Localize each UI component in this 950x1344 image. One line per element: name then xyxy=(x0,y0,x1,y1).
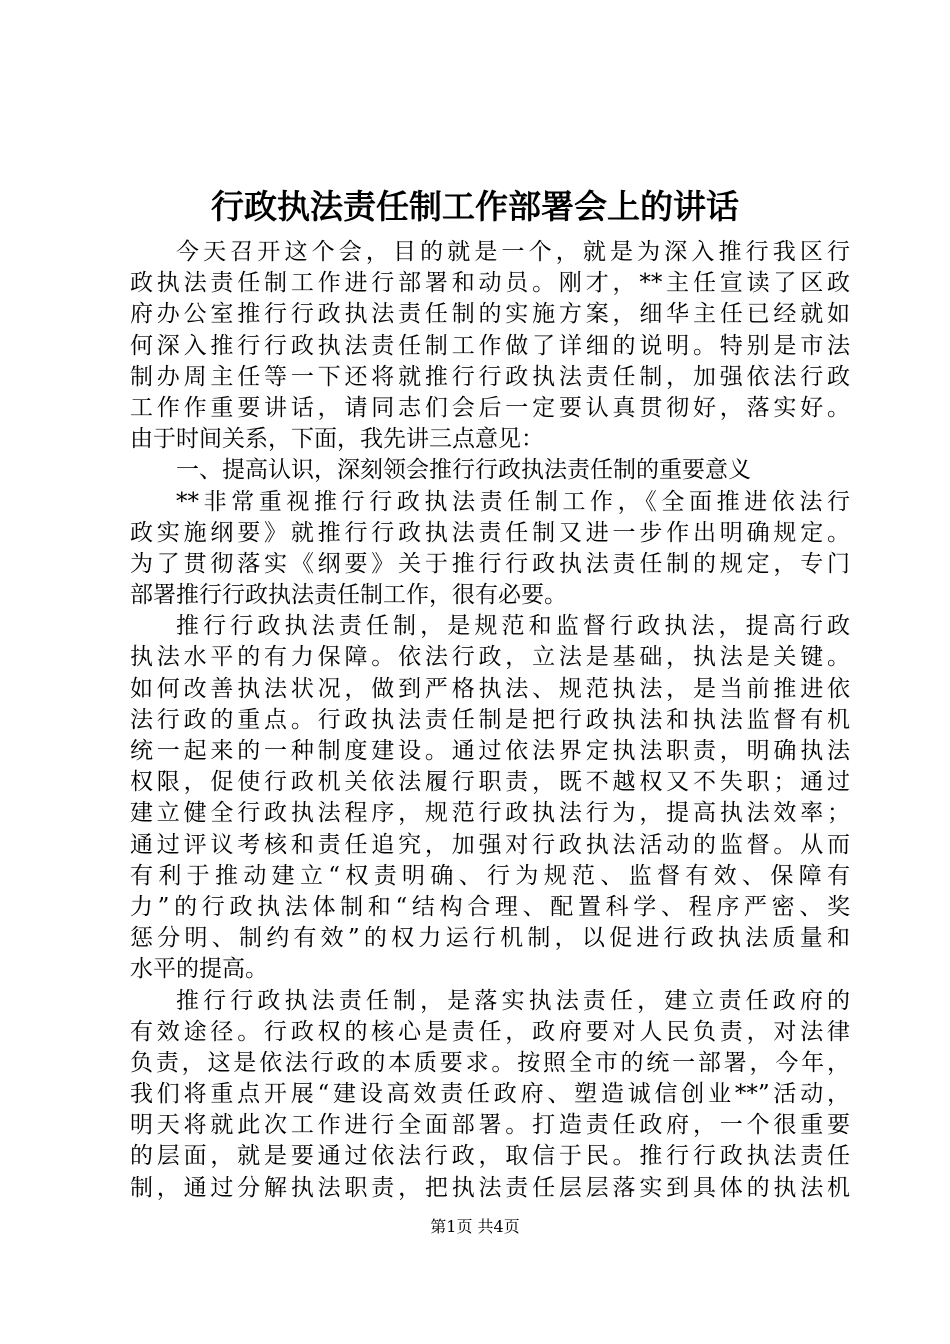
body-text-line: 负责，这是依法行政的本质要求。按照全市的统一部署，今年， xyxy=(130,1049,850,1076)
body-text-line: 政执法责任制工作进行部署和动员。刚才，**主任宣读了区政 xyxy=(130,270,850,297)
body-text-line: 今天召开这个会，目的就是一个，就是为深入推行我区行 xyxy=(176,239,850,265)
body-text-line: 由于时间关系，下面，我先讲三点意见： xyxy=(130,426,544,453)
body-text-line: 法行政的重点。行政执法责任制是把行政执法和执法监督有机 xyxy=(130,706,850,733)
body-text-line: 如何改善执法状况，做到严格执法、规范执法，是当前推进依 xyxy=(130,675,850,702)
body-text-line: 我们将重点开展“建设高效责任政府、塑造诚信创业**”活动， xyxy=(130,1081,850,1108)
body-text-line: 力”的行政执法体制和“结构合理、配置科学、程序严密、奖 xyxy=(130,893,850,920)
body-text-line: 工作作重要讲话，请同志们会后一定要认真贯彻好，落实好。 xyxy=(130,394,850,421)
body-text-line: 制办周主任等一下还将就推行行政执法责任制，加强依法行政 xyxy=(130,363,850,390)
body-text-line: 建立健全行政执法程序，规范行政执法行为，提高执法效率； xyxy=(130,800,850,827)
body-text-line: 统一起来的一种制度建设。通过依法界定执法职责，明确执法 xyxy=(130,738,850,764)
body-text-line: 有利于推动建立“权责明确、行为规范、监督有效、保障有 xyxy=(130,862,850,889)
body-text-line: 明天将就此次工作进行全面部署。打造责任政府，一个很重要 xyxy=(130,1112,850,1139)
body-text-line: 府办公室推行行政执法责任制的实施方案，细华主任已经就如 xyxy=(130,301,850,328)
body-text-line: **非常重视推行行政执法责任制工作，《全面推进依法行 xyxy=(176,488,850,515)
body-text-line: 执法水平的有力保障。依法行政，立法是基础，执法是关键。 xyxy=(130,644,850,671)
body-text-line: 为了贯彻落实《纲要》关于推行行政执法责任制的规定，专门 xyxy=(130,550,850,577)
body-text-line: 惩分明、制约有效”的权力运行机制，以促进行政执法质量和 xyxy=(130,925,850,952)
document-title: 行政执法责任制工作部署会上的讲话 xyxy=(211,187,739,226)
body-text-line: 政实施纲要》就推行行政执法责任制又进一步作出明确规定。 xyxy=(130,519,850,546)
body-text-line: 有效途径。行政权的核心是责任，政府要对人民负责，对法律 xyxy=(130,1018,850,1045)
body-text-line: 的层面，就是要通过依法行政，取信于民。推行行政执法责任 xyxy=(130,1143,850,1170)
body-text-line: 何深入推行行政执法责任制工作做了详细的说明。特别是市法 xyxy=(130,332,850,359)
body-text-line: 通过评议考核和责任追究，加强对行政执法活动的监督。从而 xyxy=(130,831,850,858)
body-text-line: 一、提高认识，深刻领会推行行政执法责任制的重要意义 xyxy=(176,457,751,484)
body-text-line: 水平的提高。 xyxy=(130,956,268,983)
body-text-line: 制，通过分解执法职责，把执法责任层层落实到具体的执法机 xyxy=(130,1174,850,1201)
body-text-line: 部署推行行政执法责任制工作，很有必要。 xyxy=(130,582,567,609)
body-text-line: 权限，促使行政机关依法履行职责，既不越权又不失职；通过 xyxy=(130,769,850,796)
page-footer: 第1页 共4页 xyxy=(430,1217,520,1236)
document-body xyxy=(130,237,850,1204)
body-text-line: 推行行政执法责任制，是落实执法责任，建立责任政府的 xyxy=(176,987,850,1014)
body-text-line: 推行行政执法责任制，是规范和监督行政执法，提高行政 xyxy=(176,613,850,640)
